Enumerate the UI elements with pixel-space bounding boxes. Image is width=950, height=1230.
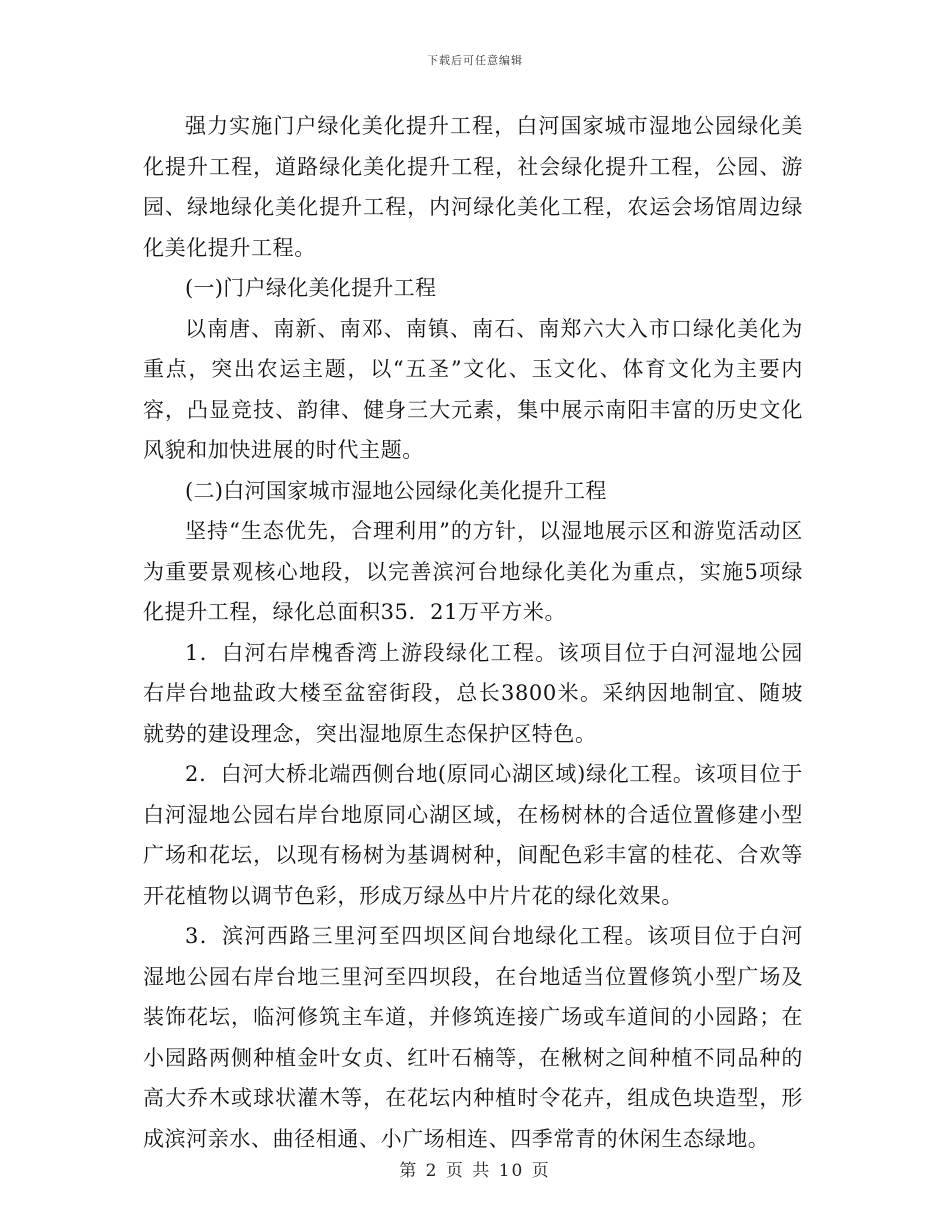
section-heading-gateway: (一)门户绿化美化提升工程: [185, 276, 437, 300]
page-header-note: 下载后可任意编辑: [427, 54, 523, 67]
paragraph-wetland-park: 坚持“生态优先，合理利用”的方针，以湿地展示区和游览活动区为重要景观核心地段，以完善滨河台地绿化美化为重点，实施5项绿化提升工程，绿化总面积35．21万平方米。: [143, 519, 803, 624]
section-heading-wetland-park: (二)白河国家城市湿地公园绿化美化提升工程: [185, 478, 607, 503]
paragraph-intro: 强力实施门户绿化美化提升工程，白河国家城市湿地公园绿化美化提升工程，道路绿化美化提升工程，社会绿化提升工程，公园、游园、绿地绿化美化提升工程，内河绿化美化工程，农运会场馆周边绿化美化提升工程。: [143, 114, 803, 260]
list-item-1: 1．白河右岸槐香湾上游段绿化工程。该项目位于白河湿地公园右岸台地盐政大楼至盆窑街段，总长3800米。采纳因地制宜、随坡就势的建设理念，突出湿地原生态保护区特色。: [143, 640, 803, 746]
paragraph-gateway: 以南唐、南新、南邓、南镇、南石、南郑六大入市口绿化美化为重点，突出农运主题，以“五圣”文化、玉文化、体育文化为主要内容，凸显竞技、韵律、健身三大元素，集中展示南阳丰富的历史文化风貌和加快进展的时代主题。: [143, 316, 803, 462]
page-number-footer: 第 2 页 共 10 页: [399, 1161, 551, 1181]
document-body: [143, 106, 803, 1159]
list-item-3: 3．滨河西路三里河至四坝区间台地绿化工程。该项目位于白河湿地公园右岸台地三里河至四坝段，在台地适当位置修筑小型广场及装饰花坛，临河修筑主车道，并修筑连接广场或车道间的小园路；在小园路两侧种植金叶女贞、红叶石楠等，在楸树之间种植不同品种的高大乔木或球状灌木等，在花坛内种植时令花卉，组成色块造型，形成滨河亲水、曲径相通、小广场相连、四季常青的休闲生态绿地。: [143, 924, 803, 1151]
list-item-2: 2．白河大桥北端西侧台地(原同心湖区域)绿化工程。该项目位于白河湿地公园右岸台地原同心湖区域，在杨树林的合适位置修建小型广场和花坛，以现有杨树为基调树种，间配色彩丰富的桂花、合欢等开花植物以调节色彩，形成万绿丛中片片花的绿化效果。: [143, 762, 803, 908]
